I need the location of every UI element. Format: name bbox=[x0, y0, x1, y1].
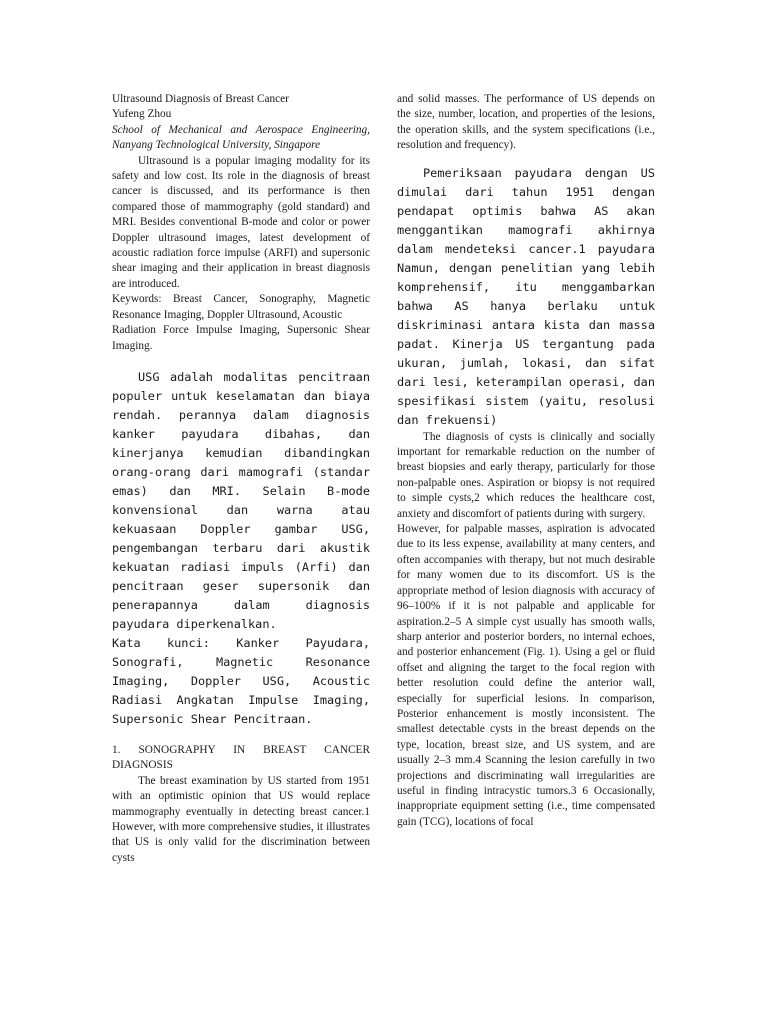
section-heading: 1. SONOGRAPHY IN BREAST CANCER DIAGNOSIS bbox=[112, 743, 370, 772]
paragraph-continued: and solid masses. The performance of US depends on the size, number, location, and properties of the lesions, the operation skills, and the system specifications (i.e., resolution and frequency). bbox=[397, 93, 655, 152]
keywords-english-continued: Radiation Force Impulse Imaging, Supersonic Shear Imaging. bbox=[112, 324, 370, 352]
author-name: Yufeng Zhou bbox=[112, 108, 172, 121]
right-column bbox=[397, 92, 655, 830]
section-paragraph: The breast examination by US started from 1951 with an optimistic opinion that US would replace mammography eventually in detecting breast cancer.1 However, with more comprehensive studies, it illustrates that US is only valid for the discrimination between cysts bbox=[112, 774, 370, 864]
author-affiliation: School of Mechanical and Aerospace Engineering, Nanyang Technological University, Singapore bbox=[112, 123, 370, 152]
paragraph-palpable-masses: However, for palpable masses, aspiration is advocated due to its less expense, availability at many centers, and often accompanies with therapy, but not much desirable for many women due to its discomfort. US is the appropriate method of lesion diagnosis with accuracy of 96–100% if it is not palpable and applicable for aspiration.2–5 A simple cyst usually has smooth walls, sharp anterior and posterior borders, no internal echoes, and posterior enhancement (Fig. 1). Using a gel or fluid offset and aligning the target to the focal region with better resolution could define the anterior wall, especially for superficial lesions. In comparison, Posterior enhancement is mostly inconsistent. The smallest detectable cysts in the breast depends on the type, location, breast size, and US system, and are usually 2–3 mm.4 Scanning the lesion carefully in two projections and discriminating wall irregularities are useful in finding intracystic tumors.3 6 Occasionally, inappropriate equipment setting (i.e., time compensated gain (TCG), locations of focal bbox=[397, 523, 655, 828]
left-column bbox=[112, 92, 370, 866]
keywords-english: Keywords: Breast Cancer, Sonography, Magnetic Resonance Imaging, Doppler Ultrasound, Acoustic bbox=[112, 293, 370, 321]
paper-title: Ultrasound Diagnosis of Breast Cancer bbox=[112, 93, 289, 105]
abstract-indonesian: USG adalah modalitas pencitraan populer untuk keselamatan dan biaya rendah. perannya dalam diagnosis kanker payudara dibahas, dan kinerjanya kemudian dibandingkan orang-orang dari mamografi (standar emas) dan MRI. Selain B-mode konvensional dan warna atau kekuasaan Doppler gambar USG, pengembangan terbaru dari akustik kekuatan radiasi impuls (Arfi) dan pencitraan geser supersonik dan penerapannya dalam diagnosis payudara diperkenalkan. bbox=[112, 369, 370, 631]
paragraph-cysts: The diagnosis of cysts is clinically and socially important for remarkable reduction on the number of breast biopsies and early therapy, particularly for those non-palpable ones. Aspiration or biopsy is not required to simple cysts,2 which reduces the healthcare cost, anxiety and discomfort of patients during with surgery. bbox=[397, 430, 655, 520]
paragraph-indonesian: Pemeriksaan payudara dengan US dimulai dari tahun 1951 dengan pendapat optimis bahwa AS akan menggantikan mamografi akhirnya dalam mendeteksi cancer.1 payudara Namun, dengan penelitian yang lebih komprehensif, itu menggambarkan bahwa AS hanya berlaku untuk diskriminasi antara kista dan massa padat. Kinerja US tergantung pada ukuran, jumlah, lokasi, dan sifat dari lesi, keterampilan operasi, dan spesifikasi sistem (yaitu, resolusi dan frekuensi) bbox=[397, 165, 655, 427]
abstract-english: Ultrasound is a popular imaging modality for its safety and low cost. Its role in the diagnosis of breast cancer is discussed, and its performance is then compared those of mammography (gold standard) and MRI. Besides conventional B-mode and color or power Doppler ultrasound images, latest development of acoustic radiation force impulse (ARFI) and supersonic shear imaging and their application in breast diagnosis are introduced. bbox=[112, 154, 370, 290]
keywords-indonesian: Kata kunci: Kanker Payudara, Sonografi, Magnetic Resonance Imaging, Doppler USG, Acoustic Radiasi Angkatan Impulse Imaging, Supersonic Shear Pencitraan. bbox=[112, 635, 370, 726]
